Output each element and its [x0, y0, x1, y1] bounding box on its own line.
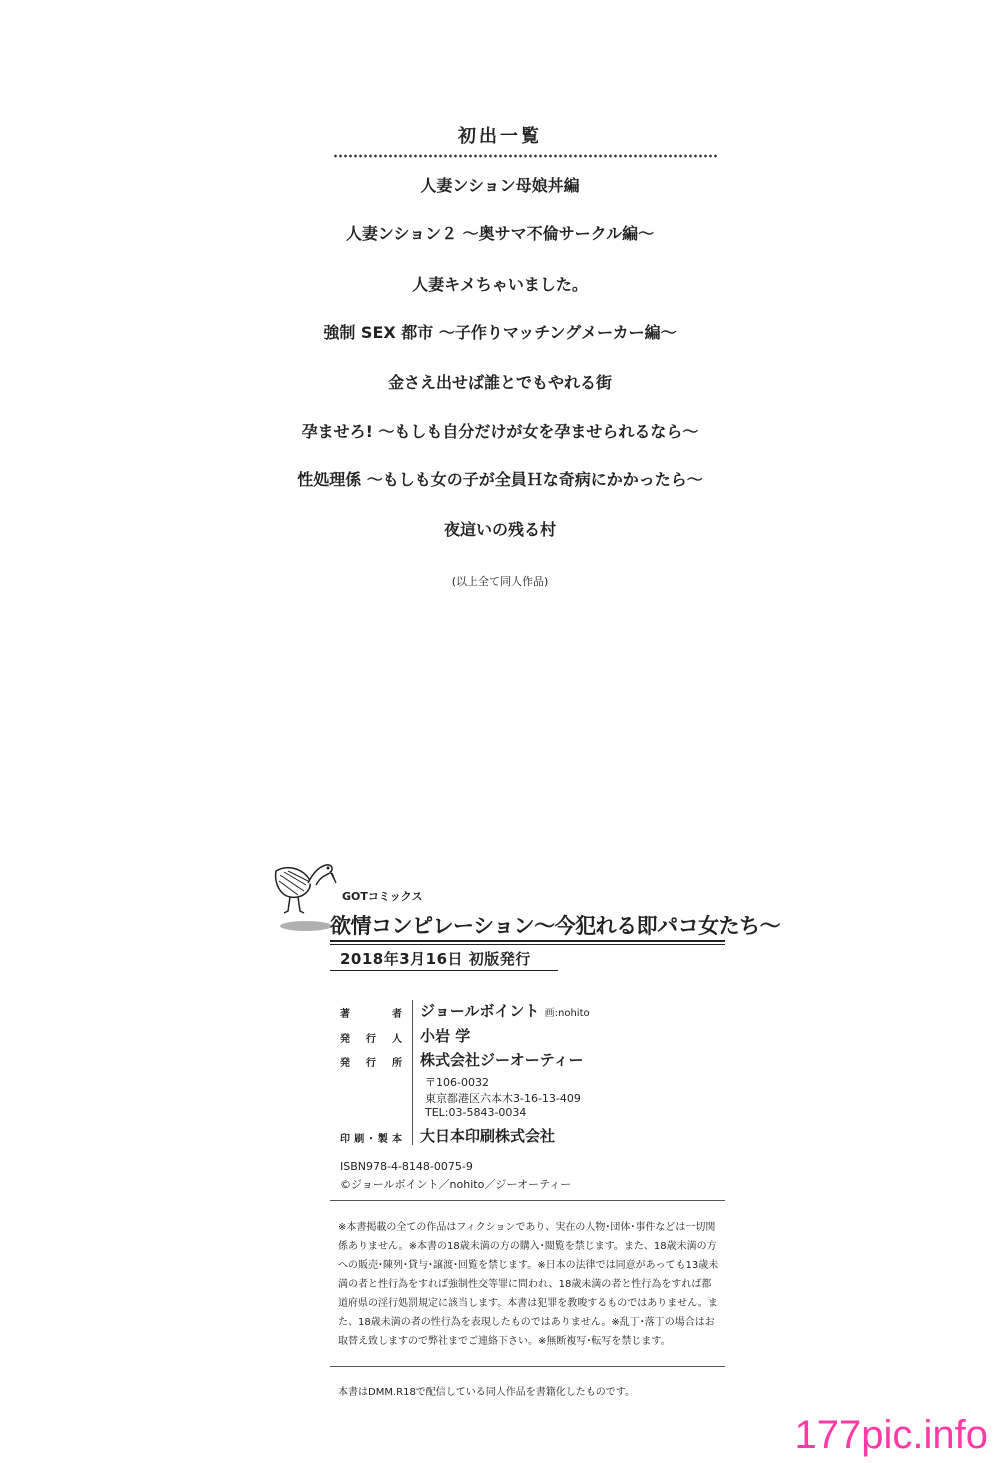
- work-title: 夜這いの残る村: [443, 520, 556, 539]
- work-title: 強制 SEX 都市 〜子作りマッチングメーカー編〜: [323, 323, 677, 342]
- author-label: 著 者: [340, 1009, 402, 1020]
- work-title: 人妻ンション母娘丼編: [420, 176, 580, 195]
- publisher-person-label: 発行人: [340, 1034, 402, 1045]
- publisher-person: 小岩 学: [420, 1027, 471, 1045]
- publication-date: 2018年3月16日 初版発行: [340, 950, 531, 968]
- copyright: ©ジョールボイント／nohito／ジーオーティー: [340, 1178, 572, 1191]
- book-title: 欲情コンピレーション〜今犯れる即パコ女たち〜: [330, 914, 781, 938]
- work-title: 人妻ンション２ 〜奥サマ不倫サークル編〜: [345, 224, 655, 243]
- colophon-divider: [412, 1000, 413, 1145]
- address: 東京都港区六本木3-16-13-409: [425, 1092, 581, 1105]
- author-name: ジョールボイント: [420, 1002, 540, 1020]
- work-title: 人妻キメちゃいました。: [412, 275, 588, 294]
- divider: [330, 1200, 725, 1201]
- phone: TEL:03-5843-0034: [425, 1106, 527, 1119]
- author-line: [420, 1000, 590, 1021]
- works-note: (以上全て同人作品): [451, 575, 549, 588]
- work-title: 金さえ出せば誰とでもやれる街: [387, 373, 612, 392]
- publisher-label: 発行所: [340, 1058, 402, 1069]
- divider: [330, 970, 558, 971]
- artist-name: 画:nohito: [544, 1008, 590, 1019]
- work-title: 性処理係 〜もしも女の子が全員Ｈな奇病にかかったら〜: [297, 470, 703, 489]
- divider: [330, 1366, 725, 1367]
- isbn: ISBN978-4-8148-0075-9: [340, 1160, 473, 1173]
- postal-code: 〒106-0032: [425, 1076, 489, 1089]
- watermark: 177pic.info: [794, 1413, 988, 1457]
- printer-label: 印刷･製本: [340, 1134, 402, 1145]
- dotted-divider: [333, 154, 718, 158]
- printer-name: 大日本印刷株式会社: [420, 1127, 556, 1145]
- disclaimer: ※本書掲載の全ての作品はフィクションであり、実在の人物･団体･事件などは一切関係ありません。※本書の18歳未満の方の購入･閲覧を禁じます。また、18歳未満の方への販売･陳列･貸与･譲渡･回覧を禁じます。※日本の法律では同意があっても13歳未満の者と性行為をすれば強制性交等罪に問われ、18歳未満の者と性行為をすれば都道府県の淫行処罰規定に該当します。本書は犯罪を教唆するものではありません。また、18歳未満の者の性行為を表現したものではありません。※乱丁･落丁の場合はお取替え致しますので弊社までご連絡下さい。※無断複写･転写を禁じます。: [338, 1222, 719, 1347]
- divider: [330, 940, 725, 942]
- doujin-note: 本書はDMM.R18で配信している同人作品を書籍化したものです。: [338, 1387, 636, 1398]
- divider: [330, 944, 725, 945]
- publisher-name: 株式会社ジーオーティー: [420, 1051, 584, 1069]
- work-title: 孕ませろ! 〜もしも自分だけが女を孕ませられるなら〜: [301, 422, 699, 441]
- label-name: GOTコミックス: [342, 890, 423, 903]
- first-appearance-title: 初出一覧: [458, 126, 542, 147]
